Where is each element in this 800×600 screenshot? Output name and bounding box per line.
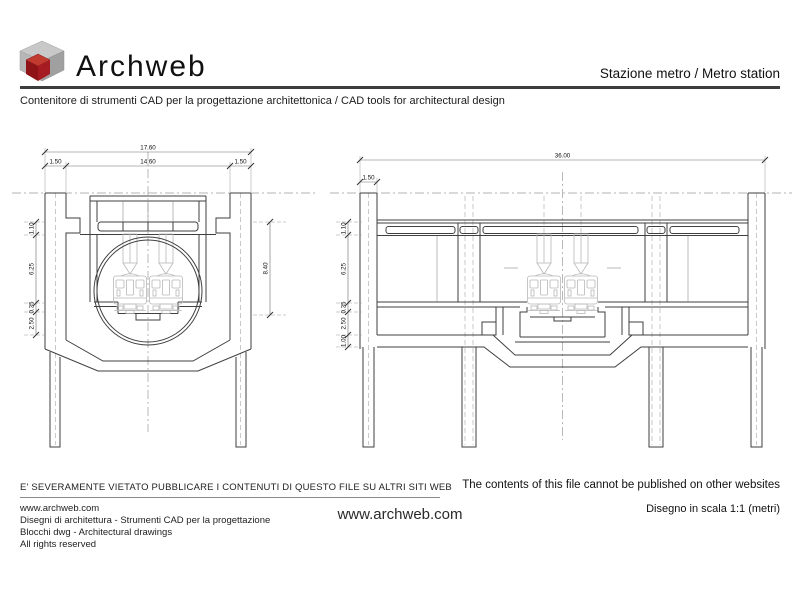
footer-info-block <box>20 503 270 551</box>
dim-label-base: 2.50 <box>28 317 36 330</box>
cross-section-drawing <box>12 145 315 448</box>
dim-label-corbel: 1.10 <box>340 222 348 235</box>
dim-label-total-length: 36.00 <box>554 152 571 160</box>
dim-label-slab: 0.35 <box>340 301 348 314</box>
dim-label-total-width: 17.60 <box>140 144 156 152</box>
dim-label-base: 2.50 <box>340 317 348 330</box>
footer-divider <box>20 497 440 498</box>
footer-line-3: Blocchi dwg - Architectural drawings <box>20 527 173 538</box>
dim-label-side-right: 1.50 <box>234 158 247 166</box>
copyright-notice-it: E' SEVERAMENTE VIETATO PUBBLICARE I CONTENUTI DI QUESTO FILE SU ALTRI SITI WEB <box>20 482 452 493</box>
dim-label-foundation: 1.00 <box>340 334 348 348</box>
dim-label-hall-height: 6.25 <box>28 262 36 276</box>
longitudinal-section-dimensions <box>336 153 768 351</box>
footer-line-2: Disegni di architettura - Strumenti CAD per la progettazione <box>20 515 271 526</box>
footer-site-link[interactable]: www.archweb.com <box>20 503 100 514</box>
dim-label-hall-height: 6.25 <box>340 262 348 276</box>
dim-label-corbel: 1.10 <box>28 222 36 235</box>
scale-note: Disegno in scala 1:1 (metri) <box>646 503 780 515</box>
footer-line-4: All rights reserved <box>20 539 97 550</box>
dim-label-side-left: 1.50 <box>49 158 62 166</box>
sheet-subtitle: Contenitore di strumenti CAD per la progettazione architettonica / CAD tools for architectural design <box>20 95 505 107</box>
dim-label-slab: 0.35 <box>28 301 36 314</box>
brand-wordmark: Archweb <box>76 50 207 83</box>
sheet-title: Stazione metro / Metro station <box>599 66 780 81</box>
dim-label-clear-height: 8.40 <box>262 262 270 275</box>
site-url-center[interactable]: www.archweb.com <box>337 506 463 523</box>
copyright-notice-en: The contents of this file cannot be published on other websites <box>462 479 780 491</box>
dim-label-span: 14.60 <box>140 158 156 166</box>
dim-label-wall: 1.50 <box>362 174 375 182</box>
longitudinal-section-drawing <box>330 153 792 448</box>
cross-section-dimensions <box>24 145 286 339</box>
